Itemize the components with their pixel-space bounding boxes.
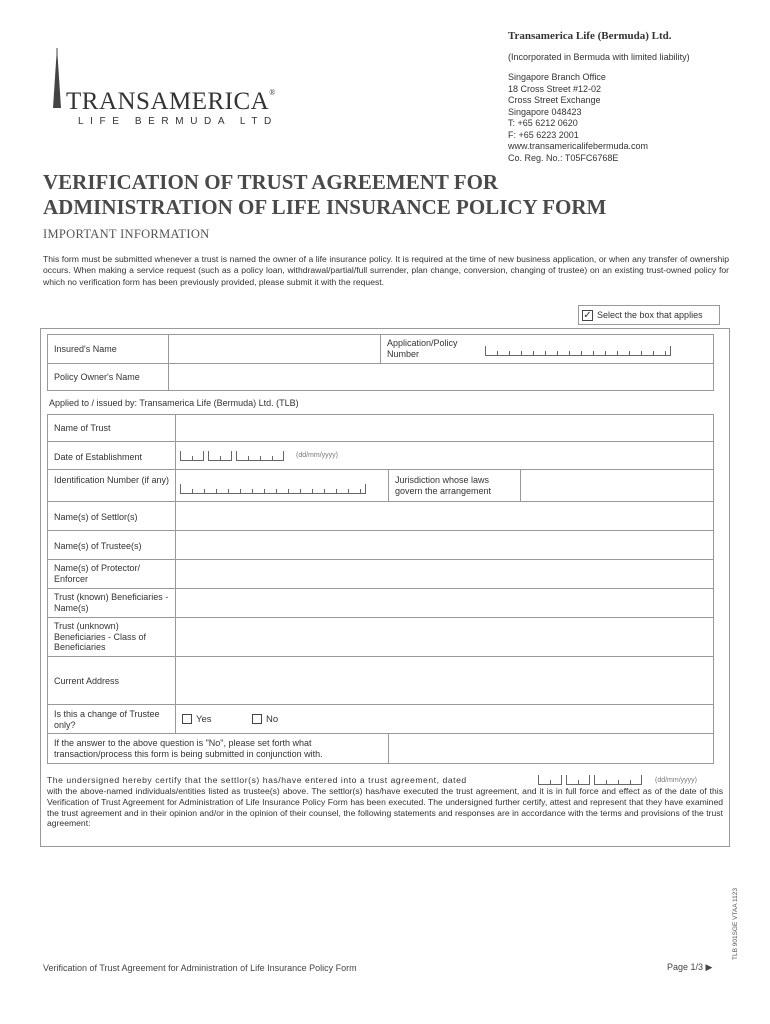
id-number-label-cell: Identification Number (if any)	[47, 469, 176, 502]
policy-number-cell: Application/Policy Number	[380, 334, 714, 364]
page-indicator: Page 1/3 ▶	[667, 962, 713, 972]
tower-logo-icon	[50, 48, 64, 112]
settlors-input[interactable]	[175, 501, 714, 531]
if-no-input[interactable]	[388, 733, 714, 764]
trustees-label-cell: Name(s) of Trustee(s)	[47, 530, 176, 560]
policy-owner-input[interactable]	[168, 363, 714, 391]
policy-owner-label-cell: Policy Owner's Name	[47, 363, 169, 391]
policy-number-boxes[interactable]	[485, 346, 671, 356]
address-line: 18 Cross Street #12-02	[508, 83, 602, 94]
intro-text: This form must be submitted whenever a trust is named the owner of a life insurance policy. It is required at the time of new business application, or when any transfer of ownership occurs. When making a service request (such as a policy loan, withdrawal/partial/full surrender, plan change, conversion, changing of trustee) on an existing trust-owned policy for which no verification form has been previously provided, please submit it with the request.	[43, 254, 729, 287]
yes-label: Yes	[196, 714, 212, 725]
establishment-date-label-cell: Date of Establishment	[47, 441, 176, 470]
yes-checkbox[interactable]	[182, 714, 192, 724]
no-checkbox[interactable]	[252, 714, 262, 724]
establishment-date-cell: (dd/mm/yyyy)	[175, 441, 714, 470]
form-title: VERIFICATION OF TRUST AGREEMENT FOR ADMINISTRATION OF LIFE INSURANCE POLICY FORM	[43, 170, 607, 219]
company-name: Transamerica Life (Bermuda) Ltd.	[508, 30, 672, 42]
jurisdiction-input[interactable]	[520, 469, 714, 502]
jurisdiction-label-cell: Jurisdiction whose laws govern the arrangement	[388, 469, 521, 502]
id-number-cell	[175, 469, 389, 502]
registered-mark: ®	[269, 88, 276, 97]
insured-name-input[interactable]	[168, 334, 381, 364]
fax: F: +65 6223 2001	[508, 129, 579, 140]
applied-to-note: Applied to / issued by: Transamerica Life (Bermuda) Ltd. (TLB)	[49, 398, 299, 408]
registration-number: Co. Reg. No.: T05FC6768E	[508, 152, 619, 163]
trust-name-label-cell: Name of Trust	[47, 414, 176, 442]
id-number-boxes[interactable]	[180, 484, 366, 494]
footer-form-name: Verification of Trust Agreement for Administration of Life Insurance Policy Form	[43, 963, 357, 973]
important-heading: IMPORTANT INFORMATION	[43, 227, 210, 241]
phone: T: +65 6212 0620	[508, 118, 578, 128]
known-beneficiaries-label-cell: Trust (known) Beneficiaries - Name(s)	[47, 588, 176, 618]
change-trustee-label-cell: Is this a change of Trustee only?	[47, 704, 176, 734]
logo-subtitle: LIFE BERMUDA LTD	[78, 116, 278, 127]
company-logo	[44, 48, 284, 138]
known-beneficiaries-input[interactable]	[175, 588, 714, 618]
current-address-label-cell: Current Address	[47, 656, 176, 705]
no-label: No	[266, 714, 279, 725]
address-line: Cross Street Exchange	[508, 95, 601, 105]
protector-input[interactable]	[175, 559, 714, 589]
form-code: TLB 901SGE VTAA 1123	[732, 887, 739, 960]
incorporation-note: (Incorporated in Bermuda with limited liability)	[508, 51, 690, 62]
checked-box-icon: ✓	[583, 310, 592, 321]
address-line: Singapore Branch Office	[508, 72, 606, 82]
insured-name-label-cell: Insured's Name	[47, 334, 169, 364]
if-no-label-cell: If the answer to the above question is "No", please set forth what transaction/process this form is being submitted in conjunction with.	[47, 733, 389, 764]
settlors-label-cell: Name(s) of Settlor(s)	[47, 501, 176, 531]
trustees-input[interactable]	[175, 530, 714, 560]
select-box-applies-note: ✓ Select the box that applies	[578, 305, 720, 325]
unknown-beneficiaries-label-cell: Trust (unknown) Beneficiaries - Class of Beneficiaries	[47, 617, 176, 657]
trust-name-input[interactable]	[175, 414, 714, 442]
change-trustee-options	[175, 704, 714, 734]
current-address-input[interactable]	[175, 656, 714, 705]
unknown-beneficiaries-input[interactable]	[175, 617, 714, 657]
company-info	[508, 31, 758, 164]
certification-text: The undersigned hereby certify that the settlor(s) has/have entered into a trust agreement, dated (dd/mm/yyyy) with the above-named individuals/entities listed as trustee(s) above. The settlor(s) has/have executed the trust agreement, and it is in full force and effect as of the date of this Verification of Trust Agreement for Administration of Life Insurance Policy Form has been executed. The undersigned further certify, attest and represent that they have examined the trust agreement and in their opinion and/or in the opinion of their counsel, the following statements and responses are in accordance with the terms and provisions of the trust agreement:	[47, 775, 723, 829]
logo-wordmark: TRANSAMERICA	[66, 88, 270, 115]
protector-label-cell: Name(s) of Protector/ Enforcer	[47, 559, 176, 589]
website[interactable]: www.transamericalifebermuda.com	[508, 141, 649, 151]
address-line: Singapore 048423	[508, 106, 582, 117]
